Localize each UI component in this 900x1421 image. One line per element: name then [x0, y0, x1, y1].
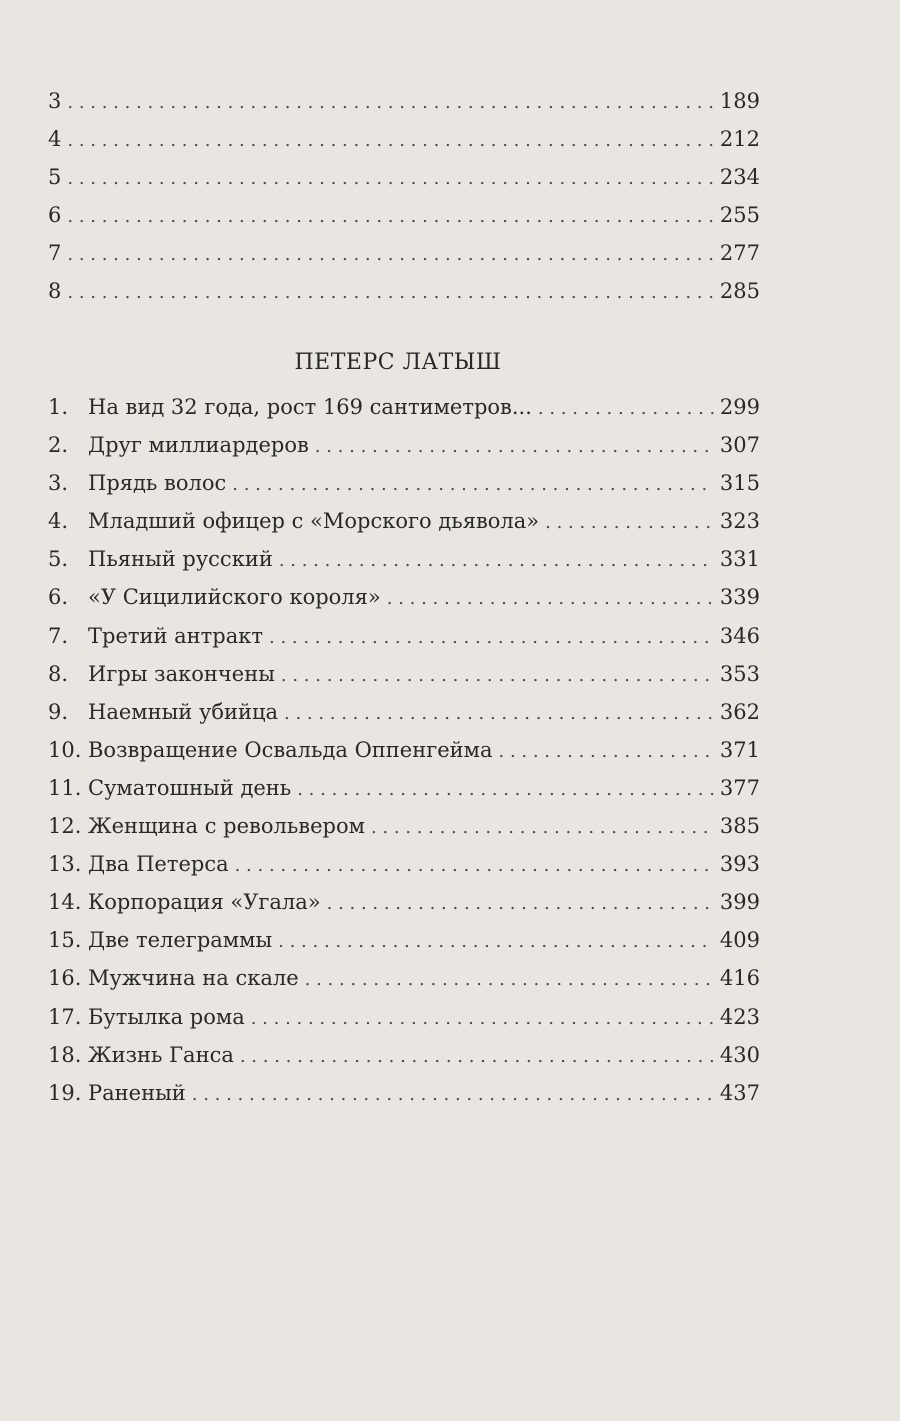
toc-leader-dots [192, 1076, 714, 1114]
toc-entry [48, 502, 760, 540]
toc-entry-number: 8 [48, 279, 62, 304]
toc-entry-title: Бутылка рома [88, 1004, 245, 1029]
toc-entry-title: Корпорация «Угала» [88, 890, 321, 915]
toc-entry-title: Возвращение Освальда Оппенгейма [88, 737, 493, 762]
toc-entry-title: Жизнь Ганса [88, 1042, 234, 1067]
toc-entry-page: 307 [719, 433, 760, 458]
toc-entry [48, 388, 760, 426]
toc-entry-page: 423 [719, 1004, 760, 1029]
toc-entry-title: Суматошный день [88, 775, 292, 800]
toc-leader-dots [67, 274, 714, 312]
toc-entry-number: 19. [48, 1080, 82, 1105]
toc-entry [48, 731, 760, 769]
toc-entry [48, 693, 760, 731]
toc-entry [48, 464, 760, 502]
toc-entry-page: 285 [719, 279, 760, 304]
toc-entry-page: 212 [719, 127, 760, 152]
toc-entry [48, 272, 760, 310]
toc-entry-page: 323 [719, 509, 760, 534]
toc-leader-dots [67, 236, 714, 274]
toc-entry-number: 10. [48, 737, 82, 762]
toc-entry-number: 3. [48, 471, 69, 496]
toc-entry-page: 437 [719, 1080, 760, 1105]
toc-entry-page: 339 [719, 585, 760, 610]
toc-entry-page: 409 [719, 928, 760, 953]
toc-entry-page: 331 [719, 547, 760, 572]
toc-entry-number: 6 [48, 203, 62, 228]
toc-leader-dots [67, 122, 714, 160]
toc-leader-dots [67, 198, 714, 236]
toc-entry-title: Наемный убийца [88, 699, 278, 724]
toc-entry-title: Два Петерса [88, 852, 229, 877]
toc-entry-page: 189 [719, 89, 760, 113]
toc-entry-number: 17. [48, 1004, 82, 1029]
toc-entry [48, 540, 760, 578]
toc-leader-dots [545, 504, 714, 542]
toc-leader-dots [269, 619, 714, 657]
toc-entry-page: 377 [719, 775, 760, 800]
toc-entry-title: Раненый [88, 1080, 186, 1105]
toc-entry-page: 416 [719, 966, 760, 991]
toc-entry-number: 4 [48, 127, 62, 152]
toc-entry-title: «У Сицилийского короля» [88, 585, 381, 610]
toc-entry-title: Друг миллиардеров [88, 433, 309, 458]
toc-leader-dots [327, 885, 714, 923]
toc-entry-number: 5 [48, 165, 62, 190]
toc-leader-dots [240, 1038, 714, 1076]
toc-leader-dots [538, 390, 714, 428]
toc-entry-page: 362 [719, 699, 760, 724]
toc-entry [48, 426, 760, 464]
toc-entry-number: 6. [48, 585, 69, 610]
toc-entry [48, 234, 760, 272]
toc-entry [48, 959, 760, 997]
toc-entry-number: 11. [48, 775, 82, 800]
toc-entry [48, 921, 760, 959]
toc-entry-page: 234 [719, 165, 760, 190]
section-heading: ПЕТЕРС ЛАТЫШ [294, 350, 502, 375]
toc-entry [48, 998, 760, 1036]
toc-entry-number: 1. [48, 395, 69, 419]
toc-leader-dots [251, 1000, 714, 1038]
toc-entry-number: 2. [48, 433, 69, 458]
toc-entry-title: Прядь волос [88, 471, 227, 496]
toc-leader-dots [235, 847, 714, 885]
toc-leader-dots [278, 923, 714, 961]
toc-entry [48, 617, 760, 655]
toc-entry-number: 18. [48, 1042, 82, 1067]
toc-entry [48, 120, 760, 158]
toc-leader-dots [279, 542, 714, 580]
toc-leader-dots [315, 428, 714, 466]
toc-entry-number: 12. [48, 814, 82, 839]
toc-entry [48, 807, 760, 845]
toc-leader-dots [67, 160, 714, 198]
toc-leader-dots [305, 961, 714, 999]
toc-leader-dots [281, 657, 714, 695]
toc-entry [48, 883, 760, 921]
toc-entry-page: 399 [719, 890, 760, 915]
toc-entry-page: 346 [719, 623, 760, 648]
toc-section-list [48, 388, 760, 1112]
toc-entry-title: Две телеграммы [88, 928, 273, 953]
toc-entry-number: 14. [48, 890, 82, 915]
toc-leader-dots [297, 771, 714, 809]
toc-entry-title: Младший офицер с «Морского дьявола» [88, 509, 540, 534]
toc-entry [48, 82, 760, 120]
toc-entry-page: 385 [719, 814, 760, 839]
toc-entry-page: 371 [719, 737, 760, 762]
toc-leader-dots [232, 466, 714, 504]
toc-entry-page: 255 [719, 203, 760, 228]
toc-entry-number: 13. [48, 852, 82, 877]
toc-entry-page: 315 [719, 471, 760, 496]
toc-entry-title: Третий антракт [88, 623, 264, 648]
toc-entry-number: 9. [48, 699, 69, 724]
toc-entry [48, 158, 760, 196]
toc-entry-page: 277 [719, 241, 760, 266]
toc-leader-dots [67, 84, 714, 122]
toc-entry-page: 353 [719, 661, 760, 686]
toc-entry-number: 5. [48, 547, 69, 572]
toc-leader-dots [387, 580, 714, 618]
toc-entry [48, 845, 760, 883]
toc-entry-number: 8. [48, 661, 69, 686]
toc-entry-title: Игры закончены [88, 661, 275, 686]
toc-entry-number: 7. [48, 623, 69, 648]
toc-leader-dots [371, 809, 714, 847]
toc-entry-number: 4. [48, 509, 69, 534]
toc-leader-dots [284, 695, 714, 733]
toc-entry-page: 430 [719, 1042, 760, 1067]
toc-entry-number: 7 [48, 241, 62, 266]
toc-entry-page: 299 [719, 395, 760, 419]
toc-entry-number: 3 [48, 89, 62, 113]
toc-entry [48, 1074, 760, 1112]
toc-entry-page: 393 [719, 852, 760, 877]
toc-entry [48, 1036, 760, 1074]
toc-entry [48, 769, 760, 807]
toc-entry [48, 578, 760, 616]
toc-top-list [48, 82, 760, 311]
toc-entry-title: Женщина с револьвером [88, 814, 365, 839]
toc-entry-title: На вид 32 года, рост 169 сантиметров... [88, 395, 532, 419]
toc-entry [48, 655, 760, 693]
toc-leader-dots [499, 733, 714, 771]
toc-entry-number: 15. [48, 928, 82, 953]
toc-entry-title: Мужчина на скале [88, 966, 299, 991]
toc-entry [48, 196, 760, 234]
toc-entry-title: Пьяный русский [88, 547, 273, 572]
toc-entry-number: 16. [48, 966, 82, 991]
